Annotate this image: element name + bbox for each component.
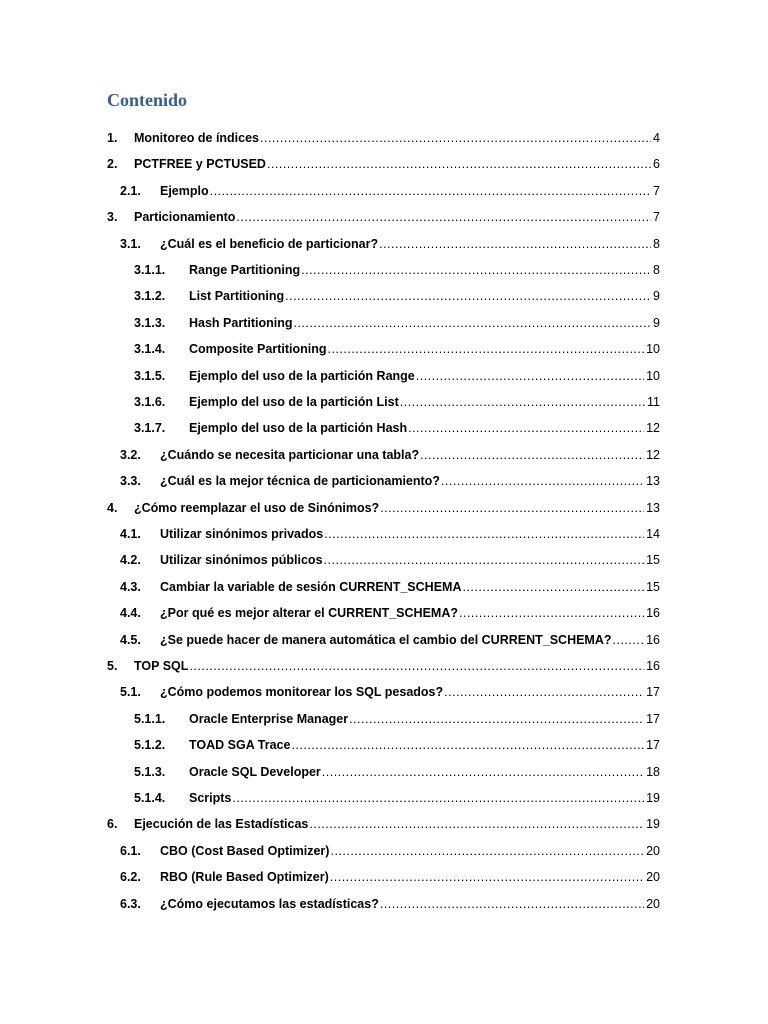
toc-entry[interactable] bbox=[120, 604, 660, 622]
dot-leader bbox=[462, 578, 644, 596]
toc-entry-number: 5.1.4. bbox=[134, 791, 166, 805]
toc-entry[interactable] bbox=[120, 895, 660, 913]
toc-entry-title: Oracle Enterprise Manager bbox=[189, 712, 349, 726]
toc-entry-number: 3.3. bbox=[120, 474, 141, 488]
dot-leader bbox=[444, 683, 644, 701]
toc-entry-number: 3.1.3. bbox=[134, 316, 166, 330]
toc-entry[interactable] bbox=[107, 657, 660, 675]
dot-leader bbox=[379, 235, 651, 253]
toc-entry-number: 3.1.1. bbox=[134, 263, 166, 277]
dot-leader bbox=[260, 129, 651, 147]
toc-entry-page-number: 17 bbox=[646, 685, 660, 699]
toc-entry-page-number: 10 bbox=[646, 369, 660, 383]
toc-entry-title: ¿Cuál es la mejor técnica de particionamiento? bbox=[160, 474, 440, 488]
toc-entry[interactable] bbox=[107, 815, 660, 833]
dot-leader bbox=[416, 367, 644, 385]
toc-entry-number: 3.1. bbox=[120, 237, 141, 251]
toc-heading: Contenido bbox=[107, 90, 188, 110]
toc-entry-page-number: 19 bbox=[646, 817, 660, 831]
toc-entry[interactable] bbox=[107, 155, 660, 173]
toc-entry-number: 3.2. bbox=[120, 448, 141, 462]
toc-entry-title: ¿Se puede hacer de manera automática el cambio del CURRENT_SCHEMA? bbox=[160, 633, 612, 647]
toc-entry-number: 4.3. bbox=[120, 580, 141, 594]
toc-entry[interactable] bbox=[107, 208, 660, 226]
dot-leader bbox=[324, 551, 645, 569]
toc-entry-title: Utilizar sinónimos privados bbox=[160, 527, 324, 541]
toc-entry-number: 5.1.2. bbox=[134, 738, 166, 752]
dot-leader bbox=[236, 208, 651, 226]
dot-leader bbox=[328, 340, 645, 358]
toc-entry-number: 4.4. bbox=[120, 606, 141, 620]
toc-entry-number: 2. bbox=[107, 157, 118, 171]
toc-entry-page-number: 17 bbox=[646, 738, 660, 752]
dot-leader bbox=[420, 446, 644, 464]
toc-entry-page-number: 14 bbox=[646, 527, 660, 541]
toc-entry[interactable] bbox=[134, 340, 660, 358]
toc-entry-title: Oracle SQL Developer bbox=[189, 765, 321, 779]
toc-entry[interactable] bbox=[120, 235, 660, 253]
dot-leader bbox=[380, 499, 644, 517]
toc-entry-page-number: 15 bbox=[646, 580, 660, 594]
toc-entry[interactable] bbox=[120, 842, 660, 860]
toc-entry-page-number: 15 bbox=[646, 553, 660, 567]
toc-entry[interactable] bbox=[107, 499, 660, 517]
dot-leader bbox=[267, 155, 651, 173]
toc-entry-number: 3. bbox=[107, 210, 118, 224]
toc-entry-number: 5.1.3. bbox=[134, 765, 166, 779]
toc-entry-page-number: 20 bbox=[646, 844, 660, 858]
dot-leader bbox=[349, 710, 644, 728]
toc-entry-title: ¿Cuándo se necesita particionar una tabla? bbox=[160, 448, 420, 462]
toc-entry-title: Cambiar la variable de sesión CURRENT_SCHEMA bbox=[160, 580, 462, 594]
toc-entry-number: 5.1.1. bbox=[134, 712, 166, 726]
toc-entry-title: ¿Cómo ejecutamos las estadísticas? bbox=[160, 897, 379, 911]
toc-entry-page-number: 12 bbox=[646, 448, 660, 462]
toc-entry-page-number: 16 bbox=[646, 659, 660, 673]
toc-entry[interactable] bbox=[120, 182, 660, 200]
toc-entry-number: 6.1. bbox=[120, 844, 141, 858]
toc-entry[interactable] bbox=[120, 472, 660, 490]
toc-entry-title: Ejemplo bbox=[160, 184, 209, 198]
toc-entry-page-number: 9 bbox=[653, 316, 660, 330]
toc-entry[interactable] bbox=[134, 763, 660, 781]
toc-entry-number: 4. bbox=[107, 501, 118, 515]
toc-entry-number: 5. bbox=[107, 659, 118, 673]
toc-entry-page-number: 13 bbox=[646, 474, 660, 488]
toc-entry[interactable] bbox=[120, 446, 660, 464]
dot-leader bbox=[189, 657, 644, 675]
toc-entry[interactable] bbox=[120, 551, 660, 569]
dot-leader bbox=[330, 842, 644, 860]
toc-entry-title: ¿Cómo podemos monitorear los SQL pesados? bbox=[160, 685, 444, 699]
toc-entry-title: ¿Por qué es mejor alterar el CURRENT_SCHEMA? bbox=[160, 606, 458, 620]
toc-entry-page-number: 7 bbox=[653, 184, 660, 198]
toc-entry-page-number: 12 bbox=[646, 421, 660, 435]
dot-leader bbox=[309, 815, 644, 833]
toc-entry-title: CBO (Cost Based Optimizer) bbox=[160, 844, 330, 858]
toc-entry[interactable] bbox=[120, 525, 660, 543]
toc-entry[interactable] bbox=[134, 736, 660, 754]
toc-entry-page-number: 9 bbox=[653, 289, 660, 303]
toc-entry-number: 6.2. bbox=[120, 870, 141, 884]
dot-leader bbox=[232, 789, 644, 807]
toc-entry-page-number: 7 bbox=[653, 210, 660, 224]
toc-entry-title: Ejemplo del uso de la partición List bbox=[189, 395, 399, 409]
toc-entry-title: RBO (Rule Based Optimizer) bbox=[160, 870, 329, 884]
toc-entry-page-number: 8 bbox=[653, 263, 660, 277]
toc-entry-title: Particionamiento bbox=[134, 210, 236, 224]
toc-entry-title: Scripts bbox=[189, 791, 232, 805]
toc-entry[interactable] bbox=[120, 631, 660, 649]
toc-entry[interactable] bbox=[134, 367, 660, 385]
toc-entry-number: 3.1.6. bbox=[134, 395, 166, 409]
toc-entry-title: List Partitioning bbox=[189, 289, 285, 303]
dot-leader bbox=[324, 525, 644, 543]
toc-entry-number: 4.2. bbox=[120, 553, 141, 567]
dot-leader bbox=[441, 472, 644, 490]
dot-leader bbox=[408, 419, 644, 437]
toc-entry[interactable] bbox=[120, 683, 660, 701]
toc-entry-page-number: 16 bbox=[646, 606, 660, 620]
dot-leader bbox=[613, 631, 645, 649]
toc-entry-number: 3.1.2. bbox=[134, 289, 166, 303]
toc-entry-page-number: 8 bbox=[653, 237, 660, 251]
toc-entry-number: 3.1.5. bbox=[134, 369, 166, 383]
toc-entry-title: Hash Partitioning bbox=[189, 316, 293, 330]
toc-entry[interactable] bbox=[120, 868, 660, 886]
toc-entry-page-number: 17 bbox=[646, 712, 660, 726]
toc-entry-page-number: 19 bbox=[646, 791, 660, 805]
toc-entry-title: Utilizar sinónimos públicos bbox=[160, 553, 323, 567]
toc-entry-title: ¿Cuál es el beneficio de particionar? bbox=[160, 237, 379, 251]
toc-entry-title: Composite Partitioning bbox=[189, 342, 327, 356]
toc-entry-number: 6. bbox=[107, 817, 118, 831]
toc-entry-number: 6.3. bbox=[120, 897, 141, 911]
toc-entry-page-number: 4 bbox=[653, 131, 660, 145]
toc-entry-title: Range Partitioning bbox=[189, 263, 301, 277]
toc-entry[interactable] bbox=[107, 129, 660, 147]
dot-leader bbox=[330, 868, 644, 886]
toc-entry-title: Monitoreo de índices bbox=[134, 131, 260, 145]
dot-leader bbox=[459, 604, 644, 622]
toc-entry-number: 3.1.4. bbox=[134, 342, 166, 356]
toc-entry[interactable] bbox=[134, 710, 660, 728]
toc-entry[interactable] bbox=[134, 789, 660, 807]
dot-leader bbox=[301, 261, 651, 279]
toc-entry-title: ¿Cómo reemplazar el uso de Sinónimos? bbox=[134, 501, 380, 515]
toc-entry-number: 1. bbox=[107, 131, 118, 145]
toc-entry[interactable] bbox=[120, 578, 660, 596]
toc-entry-number: 5.1. bbox=[120, 685, 141, 699]
toc-entry-title: TOP SQL bbox=[134, 659, 189, 673]
toc-entry-page-number: 20 bbox=[646, 897, 660, 911]
toc-entry[interactable] bbox=[134, 287, 660, 305]
toc-entry-title: TOAD SGA Trace bbox=[189, 738, 291, 752]
dot-leader bbox=[400, 393, 645, 411]
dot-leader bbox=[285, 287, 651, 305]
dot-leader bbox=[291, 736, 644, 754]
toc-entry-page-number: 16 bbox=[646, 633, 660, 647]
toc-entry-page-number: 18 bbox=[646, 765, 660, 779]
toc-entry[interactable] bbox=[134, 419, 660, 437]
toc-entry-number: 4.5. bbox=[120, 633, 141, 647]
dot-leader bbox=[293, 314, 651, 332]
toc-entry-number: 2.1. bbox=[120, 184, 141, 198]
toc-entry[interactable] bbox=[134, 393, 660, 411]
dot-leader bbox=[322, 763, 644, 781]
dot-leader bbox=[380, 895, 644, 913]
toc-entry-number: 3.1.7. bbox=[134, 421, 166, 435]
toc-entry-title: Ejemplo del uso de la partición Range bbox=[189, 369, 415, 383]
toc-entry-title: PCTFREE y PCTUSED bbox=[134, 157, 266, 171]
toc-entry[interactable] bbox=[134, 314, 660, 332]
toc-entry-title: Ejemplo del uso de la partición Hash bbox=[189, 421, 408, 435]
toc-entry[interactable] bbox=[134, 261, 660, 279]
toc-entry-page-number: 6 bbox=[653, 157, 660, 171]
toc-entry-page-number: 13 bbox=[646, 501, 660, 515]
toc-entry-page-number: 10 bbox=[646, 342, 660, 356]
toc-entry-page-number: 11 bbox=[647, 395, 660, 409]
toc-entry-title: Ejecución de las Estadísticas bbox=[134, 817, 309, 831]
dot-leader bbox=[210, 182, 651, 200]
toc-entry-number: 4.1. bbox=[120, 527, 141, 541]
toc-entry-page-number: 20 bbox=[646, 870, 660, 884]
